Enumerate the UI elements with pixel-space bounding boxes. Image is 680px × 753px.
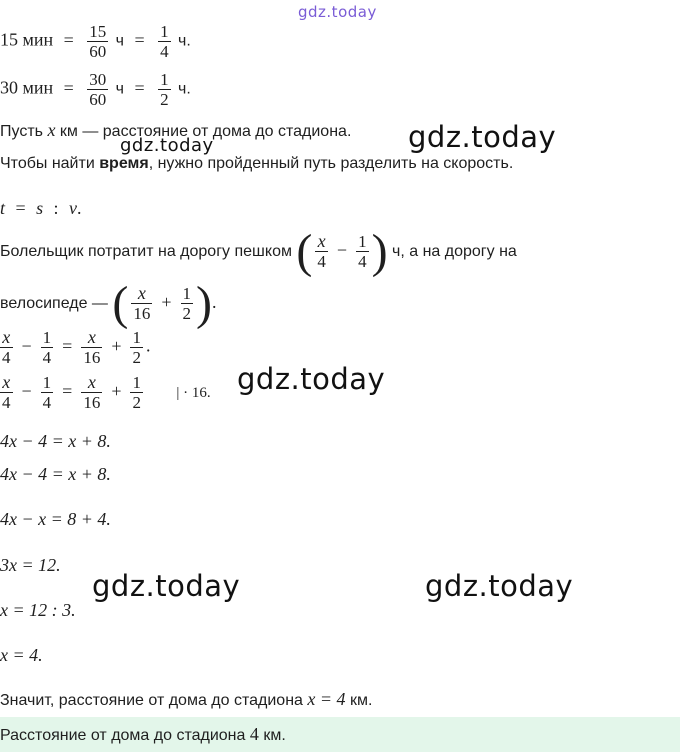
equation-1: $\frac{x}{4}$ − $\frac{1}{4}$ = $\frac{x}{16}$ + $\frac{1}{2}$ . xyxy=(2,327,151,367)
fraction: $\frac{1}{4}$ xyxy=(160,22,169,61)
step: 4x − 4 = x + 8. xyxy=(0,464,111,484)
step: 3x = 12. xyxy=(0,555,61,575)
time-rule: Чтобы найти время, нужно пройденный путь разделить на скорость. xyxy=(0,155,514,172)
fraction: $\frac{30}{60}$ xyxy=(89,70,107,109)
fraction: $\frac{x}{4}$ xyxy=(2,372,11,412)
step: 4x − x = 8 + 4. xyxy=(0,509,111,529)
fraction: $\frac{1}{4}$ xyxy=(358,232,367,272)
step: x = 4. xyxy=(0,645,43,665)
walk-time-line: Болельщик потратит на дорогу пешком ( $\frac{x}{4}$ − $\frac{1}{4}$ ) ч, а на дорогу на xyxy=(0,224,517,278)
fraction: $\frac{1}{2}$ xyxy=(160,70,169,109)
equation-2: $\frac{x}{4}$ − $\frac{1}{4}$ = $\frac{x}{16}$ + $\frac{1}{2}$ | · 16. xyxy=(2,372,211,412)
watermark: gdz.today xyxy=(92,569,241,603)
step: x = 12 : 3. xyxy=(0,600,76,620)
fraction: $\frac{1}{4}$ xyxy=(42,373,52,412)
conclusion: Значит, расстояние от дома до стадиона x = 4 км. xyxy=(0,689,373,709)
fraction: $\frac{x}{4}$ xyxy=(317,231,326,272)
fraction: $\frac{1}{2}$ xyxy=(132,373,141,412)
watermark-top: gdz.today xyxy=(298,3,377,21)
fraction: $\frac{1}{2}$ xyxy=(132,328,141,367)
watermark: gdz.today xyxy=(408,120,557,154)
answer-box: Расстояние от дома до стадиона 4 км. xyxy=(0,717,680,752)
fraction: $\frac{x}{4}$ xyxy=(2,327,11,367)
conversion-15min: 15 мин = $\frac{15}{60}$ ч = $\frac{1}{4}$ ч. xyxy=(0,22,191,61)
let-statement: Пусть x км — расстояние от дома до стадиона. xyxy=(0,120,352,140)
fraction: $\frac{1}{2}$ xyxy=(182,284,192,324)
fraction: $\frac{x}{16}$ xyxy=(83,372,101,412)
bike-time-line: велосипеде — ( $\frac{x}{16}$ + $\frac{1}{2}$ ). xyxy=(0,276,217,330)
fraction: $\frac{x}{16}$ xyxy=(83,327,101,367)
conversion-30min: 30 мин = $\frac{30}{60}$ ч = $\frac{1}{2}$ ч. xyxy=(0,70,191,109)
fraction: $\frac{1}{4}$ xyxy=(42,328,52,367)
fraction: $\frac{x}{16}$ xyxy=(133,283,151,324)
watermark: gdz.today xyxy=(237,362,386,396)
step: 4x − 4 = x + 8. xyxy=(0,431,111,451)
time-formula: t = s : v. xyxy=(0,198,82,218)
watermark: gdz.today xyxy=(120,135,214,156)
watermark: gdz.today xyxy=(425,569,574,603)
fraction: $\frac{15}{60}$ xyxy=(89,22,107,61)
multiply-note: | · 16. xyxy=(176,384,211,401)
